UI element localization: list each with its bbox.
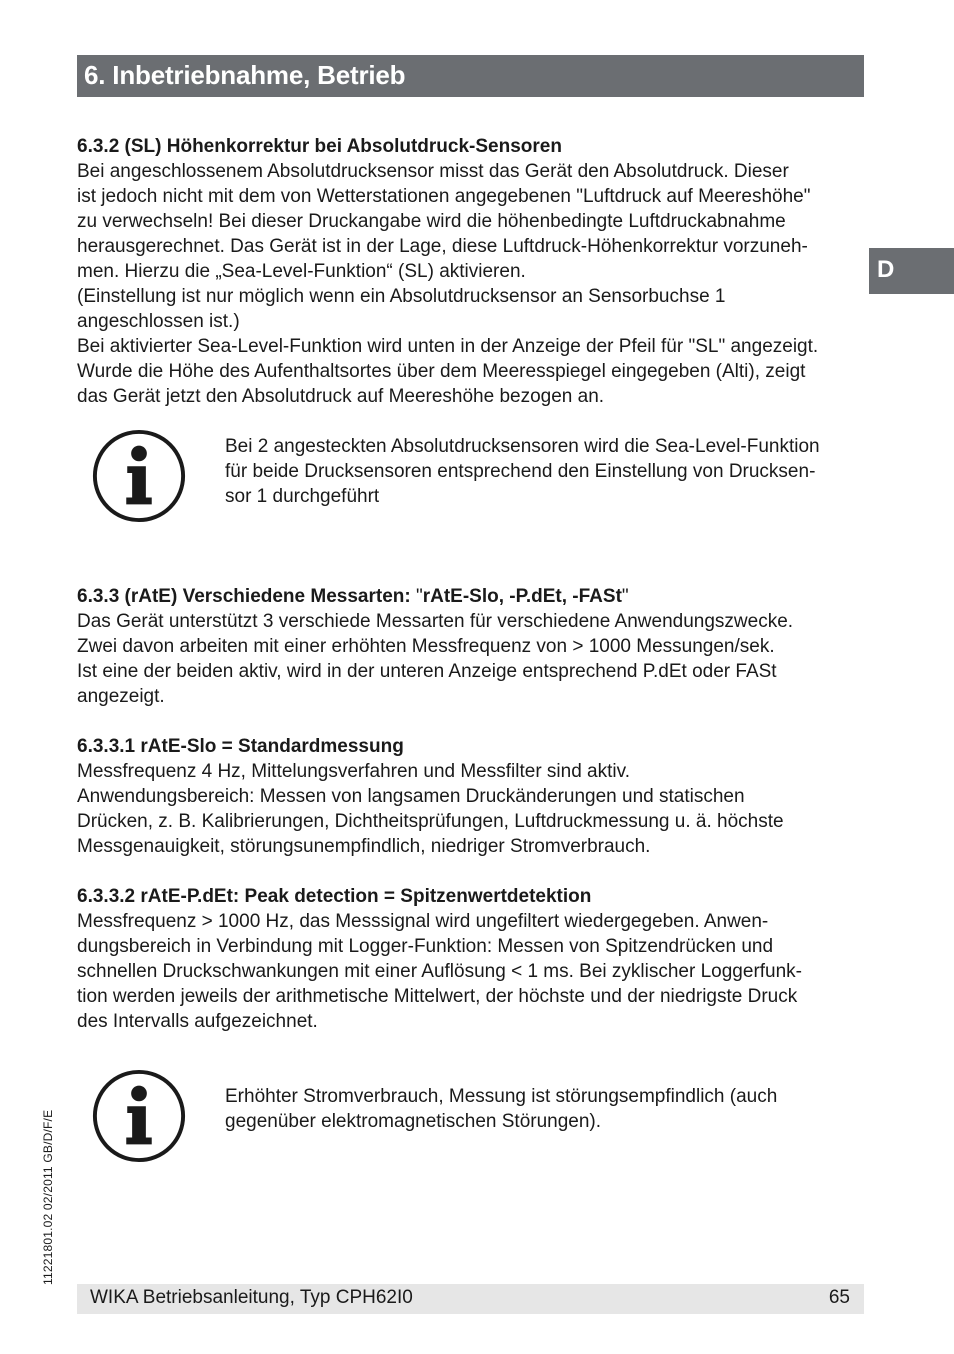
info-note-sl [225,434,865,509]
info-icon [90,1067,188,1165]
section-sl-heading: 6.3.2 (SL) Höhenkorrektur bei Absolutdruck-Sensoren [77,136,562,157]
note-line: Erhöhter Stromverbrauch, Messung ist störungsempfindlich (auch [225,1086,778,1107]
page-number: 65 [828,1287,850,1308]
paragraph-line: Wurde die Höhe des Aufenthaltsortes über dem Meeresspiegel eingegeben (Alti), zeigt [77,361,806,382]
section-rate-slo-heading: 6.3.3.1 rAtE-Slo = Standardmessung [77,736,404,757]
note-line: Bei 2 angesteckten Absolutdrucksensoren wird die Sea-Level-Funktion [225,436,820,457]
paragraph-line: Bei angeschlossenem Absolutdrucksensor misst das Gerät den Absolutdruck. Dieser [77,161,789,182]
paragraph-line: schnellen Druckschwankungen mit einer Auflösung < 1 ms. Bei zyklischer Loggerfunk- [77,961,803,982]
note-line: gegenüber elektromagnetischen Störungen). [225,1111,602,1132]
info-icon [90,427,188,525]
section-sl [77,134,867,409]
heading-quote-close: " [621,586,629,607]
paragraph-line: Drücken, z. B. Kalibrierungen, Dichtheitsprüfungen, Luftdruckmessung u. ä. höchste [77,811,784,832]
paragraph-line: men. Hierzu die „Sea-Level-Funktion“ (SL) aktivieren. [77,261,526,282]
paragraph-line: Anwendungsbereich: Messen von langsamen Druckänderungen und statischen [77,786,745,807]
paragraph-line: Messgenauigkeit, störungsunempfindlich, niedriger Stromverbrauch. [77,836,651,857]
info-note-pdet [225,1084,865,1134]
section-rate-pdet-heading: 6.3.3.2 rAtE-P.dEt: Peak detection = Spitzenwertdetektion [77,886,592,907]
section-rate-pdet [77,884,867,1034]
section-rate [77,584,867,709]
paragraph-line: Zwei davon arbeiten mit einer erhöhten Messfrequenz von > 1000 Messungen/sek. [77,636,775,657]
footer-title: WIKA Betriebsanleitung, Typ CPH62I0 [90,1287,413,1308]
paragraph-line: angeschlossen ist.) [77,311,240,332]
heading-quote-open: " [415,586,423,607]
document-code: 11221801.02 02/2011 GB/D/F/E [41,1109,55,1285]
paragraph-line: Das Gerät unterstützt 3 verschiede Messarten für verschiedene Anwendungszwecke. [77,611,794,632]
note-line: für beide Drucksensoren entsprechend den Einstellung von Drucksen- [225,461,816,482]
paragraph-line: dungsbereich in Verbindung mit Logger-Funktion: Messen von Spitzendrücken und [77,936,774,957]
section-rate-slo [77,734,867,859]
language-tab-label: D [877,256,895,283]
language-tab [869,248,954,294]
note-line: sor 1 durchgeführt [225,486,380,507]
paragraph-line: des Intervalls aufgezeichnet. [77,1011,318,1032]
paragraph-line: (Einstellung ist nur möglich wenn ein Absolutdrucksensor an Sensorbuchse 1 [77,286,726,307]
page-title: 6. Inbetriebnahme, Betrieb [84,60,406,90]
paragraph-line: Ist eine der beiden aktiv, wird in der unteren Anzeige entsprechend P.dEt oder FASt [77,661,777,682]
paragraph-line: herausgerechnet. Das Gerät ist in der Lage, diese Luftdruck-Höhenkorrektur vorzuneh- [77,236,808,257]
paragraph-line: das Gerät jetzt den Absolutdruck auf Meereshöhe bezogen an. [77,386,605,407]
paragraph-line: zu verwechseln! Bei dieser Druckangabe wird die höhenbedingte Luftdruckabnahme [77,211,786,232]
footer-bar [77,1284,864,1314]
paragraph-line: tion werden jeweils der arithmetische Mittelwert, der höchste und der niedrigste Druck [77,986,798,1007]
heading-prefix: 6.3.3 (rAtE) Verschiedene Messarten: [77,586,416,607]
heading-value: rAtE-Slo, -P.dEt, -FASt [422,586,622,607]
paragraph-line: angezeigt. [77,686,165,707]
paragraph-line: Bei aktivierter Sea-Level-Funktion wird unten in der Anzeige der Pfeil für "SL" angezeigt. [77,336,819,357]
section-header-bar [77,55,864,97]
paragraph-line: ist jedoch nicht mit dem von Wetterstationen angegebenen "Luftdruck auf Meereshöhe" [77,186,811,207]
section-rate-heading [77,584,867,609]
paragraph-line: Messfrequenz > 1000 Hz, das Messsignal wird ungefiltert wiedergegeben. Anwen- [77,911,769,932]
paragraph-line: Messfrequenz 4 Hz, Mittelungsverfahren und Messfilter sind aktiv. [77,761,630,782]
